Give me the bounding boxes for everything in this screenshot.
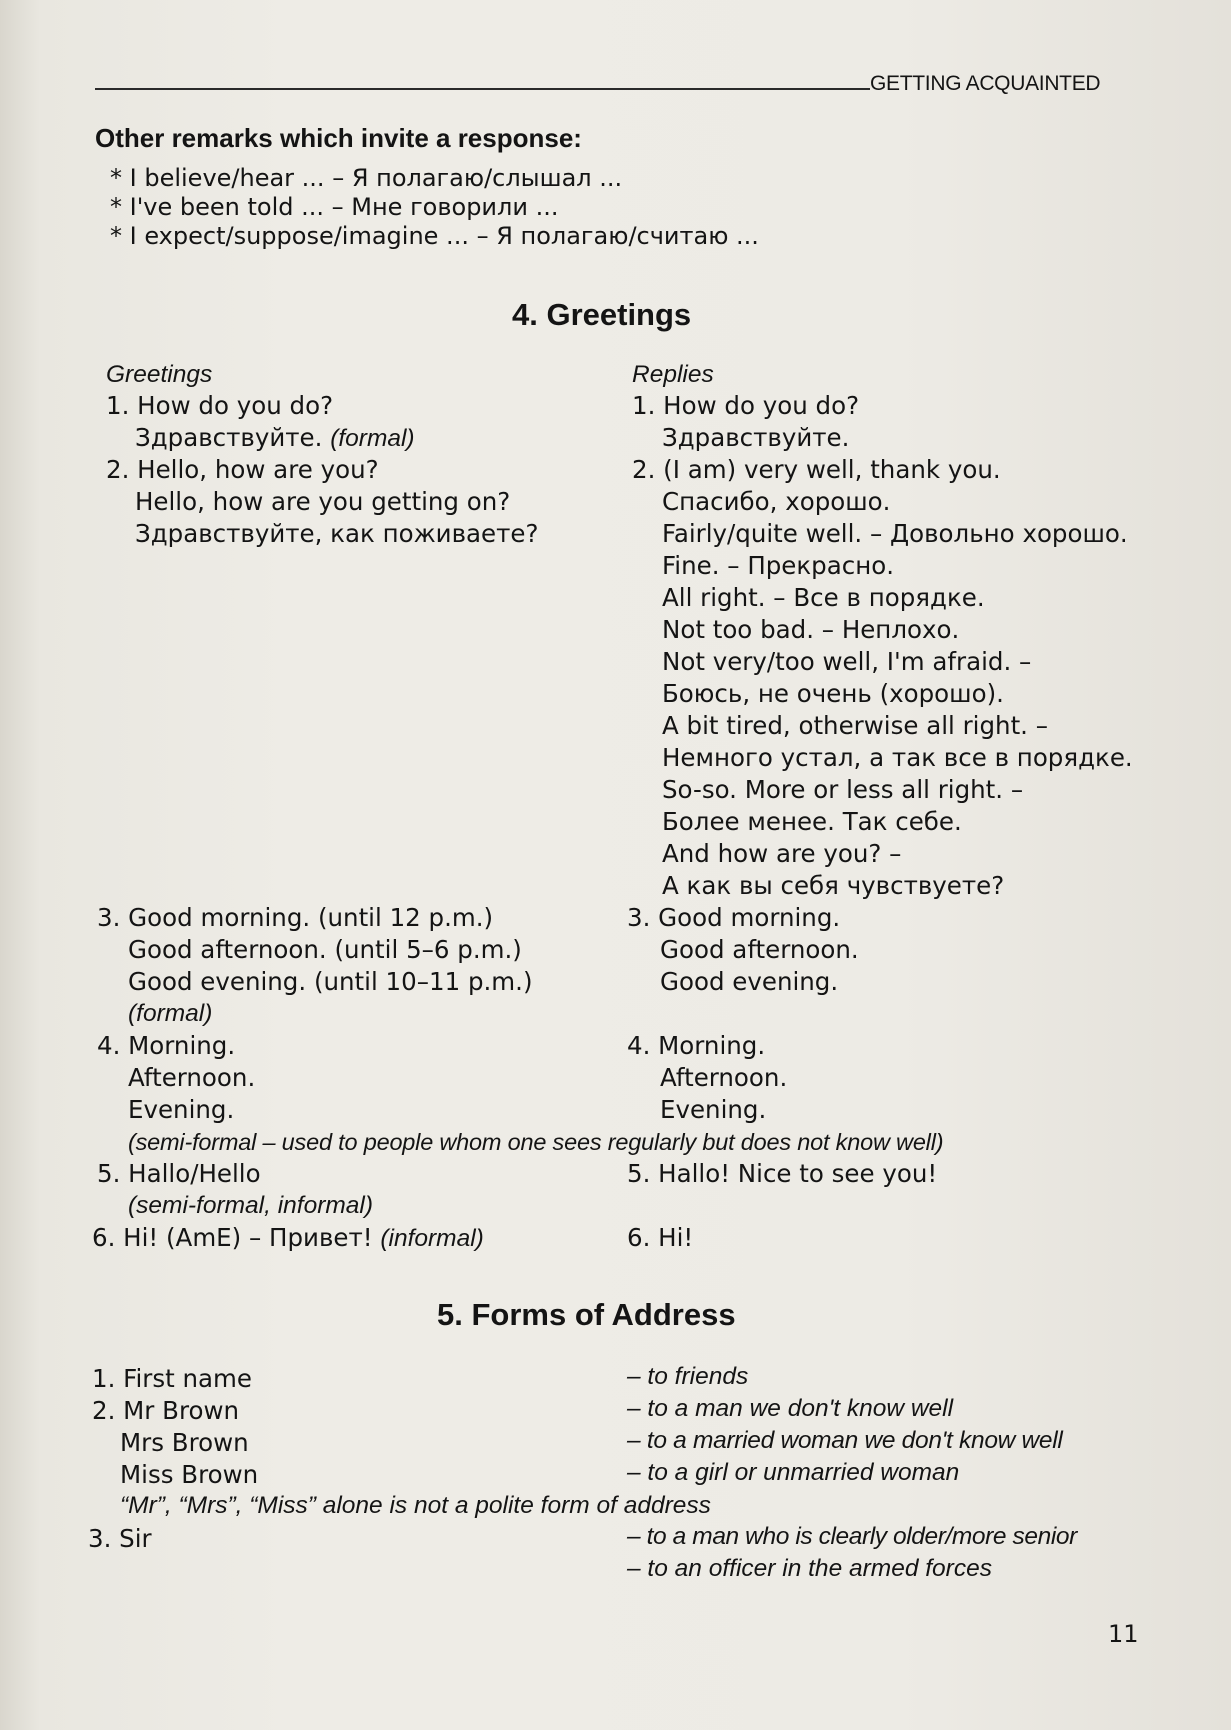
greeting-line: Здравствуйте. (formal) bbox=[135, 423, 415, 452]
replies-column-heading: Replies bbox=[632, 361, 714, 388]
reply-line: So-so. More or less all right. – bbox=[662, 775, 1024, 804]
reply-line: 2. (I am) very well, thank you. bbox=[632, 455, 1001, 484]
reply-line: Afternoon. bbox=[660, 1063, 788, 1092]
reply-line: Fairly/quite well. – Довольно хорошо. bbox=[662, 519, 1128, 548]
section-title-forms-of-address: 5. Forms of Address bbox=[437, 1297, 736, 1332]
remark-item: * I expect/suppose/imagine ... – Я полагаю/считаю ... bbox=[110, 222, 759, 250]
greeting-line: Good afternoon. (until 5–6 p.m.) bbox=[128, 935, 522, 964]
greeting-line: 4. Morning. bbox=[97, 1031, 236, 1060]
address-form: 2. Mr Brown bbox=[92, 1396, 240, 1425]
address-form: Miss Brown bbox=[120, 1460, 259, 1489]
page-number: 11 bbox=[1108, 1620, 1139, 1648]
reply-line: Fine. – Прекрасно. bbox=[662, 551, 895, 580]
remarks-title: Other remarks which invite a response: bbox=[95, 123, 582, 153]
greetings-column-heading: Greetings bbox=[106, 361, 213, 388]
reply-line: Более менее. Так себе. bbox=[662, 807, 962, 836]
address-form: 3. Sir bbox=[88, 1524, 152, 1553]
register-note: (formal) bbox=[128, 1000, 213, 1027]
running-title: GETTING ACQUAINTED bbox=[870, 72, 1101, 95]
address-use: – to a man we don't know well bbox=[627, 1395, 954, 1422]
register-note: (informal) bbox=[380, 1225, 484, 1252]
address-use: – to a man who is clearly older/more senior bbox=[627, 1523, 1077, 1550]
reply-line: 3. Good morning. bbox=[627, 903, 841, 932]
address-use: – to friends bbox=[627, 1363, 749, 1390]
greeting-line: Evening. bbox=[128, 1095, 235, 1124]
address-form: Mrs Brown bbox=[120, 1428, 249, 1457]
greeting-line: 6. Hi! (AmE) – Привет! (informal) bbox=[92, 1223, 484, 1252]
reply-line: Боюсь, не очень (хорошо). bbox=[662, 679, 1004, 708]
reply-line: 6. Hi! bbox=[627, 1223, 694, 1252]
reply-line: Good afternoon. bbox=[660, 935, 859, 964]
section-title-greetings: 4. Greetings bbox=[512, 297, 692, 332]
address-use: – to an officer in the armed forces bbox=[627, 1555, 992, 1582]
reply-line: All right. – Все в порядке. bbox=[662, 583, 985, 612]
greeting-line: Hello, how are you getting on? bbox=[135, 487, 511, 516]
header-rule bbox=[95, 88, 870, 90]
remark-item: * I've been told ... – Мне говорили ... bbox=[110, 193, 559, 221]
greeting-line: Good evening. (until 10–11 p.m.) bbox=[128, 967, 533, 996]
greeting-line: Здравствуйте, как поживаете? bbox=[135, 519, 539, 548]
reply-line: 1. How do you do? bbox=[632, 391, 860, 420]
greeting-line: 3. Good morning. (until 12 p.m.) bbox=[97, 903, 494, 932]
address-use: – to a married woman we don't know well bbox=[627, 1427, 1063, 1454]
greeting-line: 5. Hallo/Hello bbox=[97, 1159, 261, 1188]
reply-line: 4. Morning. bbox=[627, 1031, 766, 1060]
reply-line: Not too bad. – Неплохо. bbox=[662, 615, 960, 644]
reply-line: Good evening. bbox=[660, 967, 839, 996]
address-note: “Mr”, “Mrs”, “Miss” alone is not a polite form of address bbox=[120, 1492, 711, 1519]
register-note: (semi-formal – used to people whom one sees regularly but does not know well) bbox=[128, 1129, 944, 1155]
reply-line: Спасибо, хорошо. bbox=[662, 487, 891, 516]
reply-line: А как вы себя чувствуете? bbox=[662, 871, 1005, 900]
address-use: – to a girl or unmarried woman bbox=[627, 1459, 960, 1486]
greeting-line: 2. Hello, how are you? bbox=[106, 455, 379, 484]
greeting-line: Afternoon. bbox=[128, 1063, 256, 1092]
address-form: 1. First name bbox=[92, 1364, 252, 1393]
reply-line: Здравствуйте. bbox=[662, 423, 850, 452]
reply-line: Evening. bbox=[660, 1095, 767, 1124]
reply-line: And how are you? – bbox=[662, 839, 902, 868]
reply-line: 5. Hallo! Nice to see you! bbox=[627, 1159, 938, 1188]
remark-item: * I believe/hear ... – Я полагаю/слышал ... bbox=[110, 164, 623, 192]
register-note: (semi-formal, informal) bbox=[128, 1192, 374, 1219]
reply-line: A bit tired, otherwise all right. – bbox=[662, 711, 1048, 740]
reply-line: Not very/too well, I'm afraid. – bbox=[662, 647, 1032, 676]
reply-line: Немного устал, а так все в порядке. bbox=[662, 743, 1133, 772]
register-note: (formal) bbox=[330, 425, 415, 452]
greeting-line: 1. How do you do? bbox=[106, 391, 334, 420]
